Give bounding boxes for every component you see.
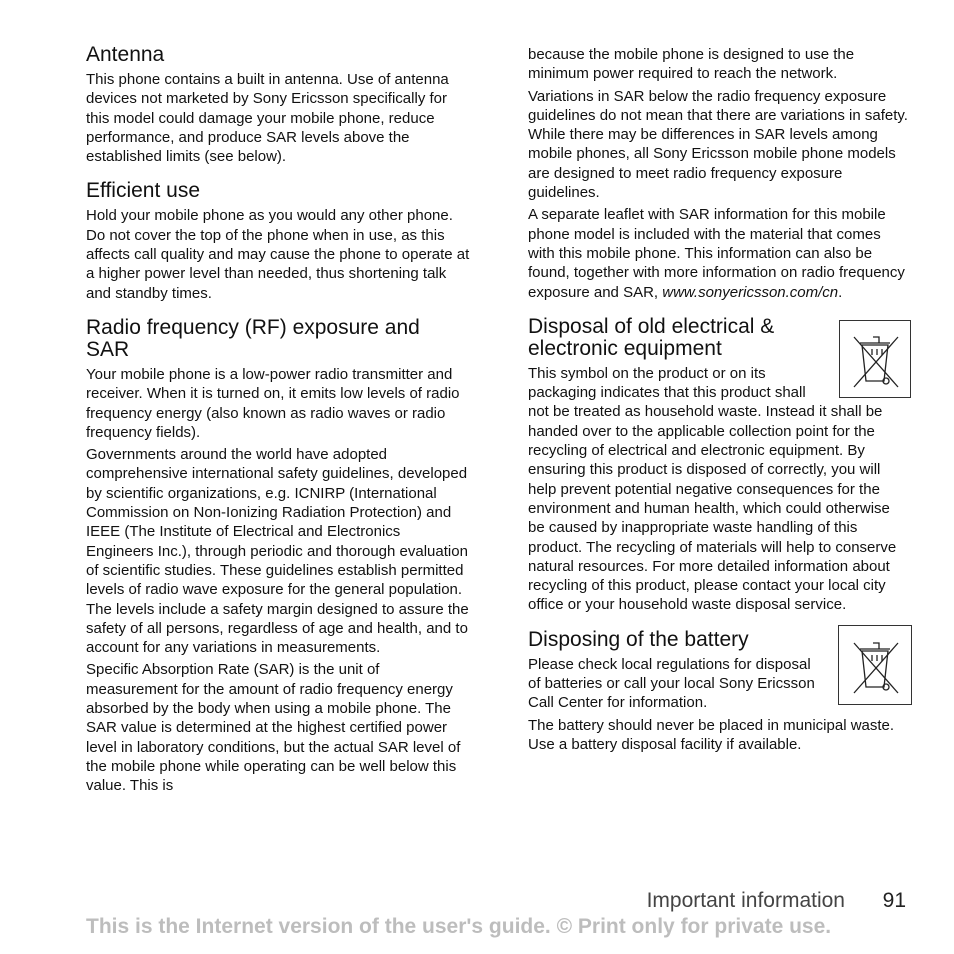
crossed-out-wheelie-bin-icon — [846, 633, 904, 697]
antenna-heading: Antenna — [86, 43, 165, 66]
battery-text-2: The battery should never be placed in municipal waste. Use a battery disposal facility if available. — [528, 716, 895, 753]
disposal-section — [528, 316, 910, 615]
efficient-use-heading: Efficient use — [86, 179, 201, 203]
left-column — [86, 44, 471, 810]
page-number: 91 — [882, 889, 906, 912]
disposal-heading: Disposal of old electrical & electronic equipment — [528, 314, 775, 360]
disposal-text: This symbol on the product or on its packaging indicates that this product shall not be treated as household waste. Instead it shall be handed over to the applicable collection point for the recycling of electrical and electronic equipment. By ensuring this product is disposed of correctly, you will help prevent potential negative consequences for the environment and human health, which could otherwise be caused by inappropriate waste handling of this product. The recycling of materials will help to conserve natural resources. For more detailed information about recycling of this product, please contact your local city office or your household waste disposal service. — [528, 364, 897, 614]
sar-leaflet-paragraph — [528, 205, 910, 301]
rf-exposure-section — [86, 317, 471, 796]
battery-heading: Disposing of the battery — [528, 627, 749, 651]
efficient-use-text: Hold your mobile phone as you would any other phone. Do not cover the top of the phone when in use, as this affects call quality and may cause the phone to operate at a higher power level than needed, thus shortening talk and standby times. — [86, 207, 470, 302]
rf-exposure-heading: Radio frequency (RF) exposure and SAR — [86, 315, 420, 361]
battery-weee-symbol-box — [838, 625, 912, 705]
antenna-text: This phone contains a built in antenna. Use of antenna devices not marketed by Sony Ericsson specifically for this model could damage your mobile phone, reduce performance, and produce SAR levels above the established limits (see below). — [86, 71, 449, 166]
sar-continued-paragraph-1: because the mobile phone is designed to use the minimum power required to reach the network. — [528, 46, 855, 83]
battery-section — [528, 629, 910, 754]
rf-exposure-paragraph-2: Governments around the world have adopted comprehensive international safety guidelines, developed by scientific organizations, e.g. ICNIRP (International Commission on Non-Ionizing Radiation Protection) and IEEE (The Institute of Electrical and Electronics Engineers Inc.), through periodic and thorough evaluation of scientific studies. These guidelines establish permitted levels of radio wave exposure for the general population. The levels include a safety margin designed to assure the safety of all persons, regardless of age and health, and to account for any variations in measurements. — [86, 446, 469, 657]
battery-text-1: Please check local regulations for disposal of batteries or call your local Sony Ericsson Call Center for information. — [528, 655, 815, 712]
sar-variations-paragraph: Variations in SAR below the radio frequency exposure guidelines do not mean that there are variations in safety. While there may be differences in SAR levels among mobile phones, all Sony Ericsson mobile phone models are designed to meet radio frequency exposure guidelines. — [528, 87, 908, 202]
rf-exposure-paragraph-1: Your mobile phone is a low-power radio transmitter and receiver. When it is turned on, it emits low levels of radio frequency energy (also known as radio waves or radio frequency fields). — [86, 365, 460, 441]
crossed-out-wheelie-bin-icon — [846, 327, 904, 391]
weee-symbol-box — [839, 320, 911, 398]
right-column — [528, 45, 910, 768]
sar-leaflet-end: . — [838, 283, 843, 301]
rf-exposure-paragraph-3: Specific Absorption Rate (SAR) is the unit of measurement for the amount of radio frequency energy absorbed by the body when using a mobile phone. The SAR value is determined at the highest certified power level in laboratory conditions, but the actual SAR level of the mobile phone while operating can be well below this value. This is — [86, 661, 461, 795]
sar-continued-section — [528, 45, 910, 302]
footer-section-title: Important information — [646, 889, 845, 912]
sar-leaflet-text: A separate leaflet with SAR information for this mobile phone model is included with the material that comes with this mobile phone. This information can also be found, together with more information on radio frequency exposure and SAR, — [528, 206, 905, 301]
efficient-use-section — [86, 180, 471, 302]
internet-version-notice: This is the Internet version of the user's guide. © Print only for private use. — [86, 915, 832, 938]
sonyericsson-link[interactable]: www.sonyericsson.com/cn — [662, 283, 839, 301]
antenna-section — [86, 44, 471, 166]
